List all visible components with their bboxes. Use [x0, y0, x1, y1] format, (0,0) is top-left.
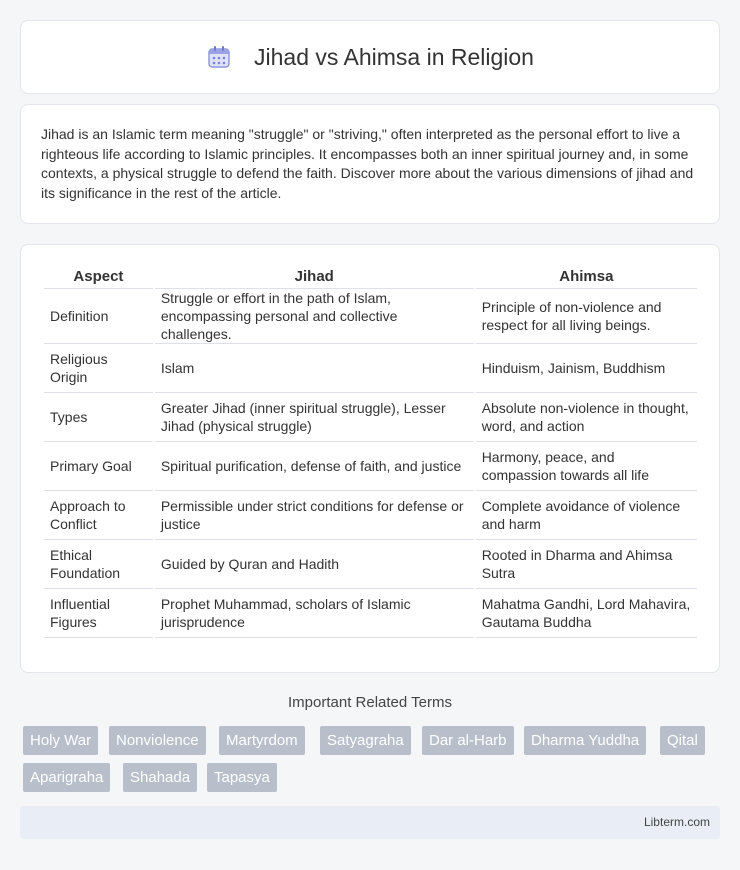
cell-jihad: Struggle or effort in the path of Islam, encompassing personal and collective challenges. — [155, 289, 474, 344]
comparison-card — [20, 244, 720, 673]
cell-jihad: Permissible under strict conditions for defense or justice — [155, 491, 474, 540]
tag-dharma-yuddha[interactable]: Dharma Yuddha — [524, 726, 646, 755]
footer — [20, 806, 720, 839]
tag-qital[interactable]: Qital — [660, 726, 705, 755]
page-title: Jihad vs Ahimsa in Religion — [254, 43, 534, 70]
tag-holy-war[interactable]: Holy War — [23, 726, 98, 755]
table-row — [44, 393, 697, 442]
table-row — [44, 289, 697, 344]
tag-tapasya[interactable]: Tapasya — [207, 763, 277, 792]
related-terms-heading: Important Related Terms — [288, 694, 452, 711]
comparison-table — [42, 265, 699, 638]
cell-aspect: Definition — [44, 289, 153, 344]
cell-ahimsa: Mahatma Gandhi, Lord Mahavira, Gautama Buddha — [476, 589, 697, 638]
table-header-row — [44, 265, 697, 289]
tag-shahada[interactable]: Shahada — [123, 763, 197, 792]
cell-aspect: Religious Origin — [44, 344, 153, 393]
cell-jihad: Islam — [155, 344, 474, 393]
table-row — [44, 589, 697, 638]
tag-nonviolence[interactable]: Nonviolence — [109, 726, 206, 755]
intro-text: Jihad is an Islamic term meaning "struggle" or "striving," often interpreted as the personal effort to live a righteous life according to Islamic principles. It encompasses both an inner spiritual journey and, in some contexts, a physical struggle to defend the faith. Discover more about the various dimensions of jihad and its significance in the rest of the article. — [41, 126, 694, 201]
cell-jihad: Prophet Muhammad, scholars of Islamic jurisprudence — [155, 589, 474, 638]
footer-site-link[interactable]: Libterm.com — [643, 815, 710, 829]
table-row — [44, 344, 697, 393]
cell-aspect: Types — [44, 393, 153, 442]
tag-martyrdom[interactable]: Martyrdom — [219, 726, 305, 755]
cell-ahimsa: Hinduism, Jainism, Buddhism — [476, 344, 697, 393]
cell-ahimsa: Rooted in Dharma and Ahimsa Sutra — [476, 540, 697, 589]
cell-aspect: Ethical Foundation — [44, 540, 153, 589]
cell-ahimsa: Principle of non-violence and respect for all living beings. — [476, 289, 697, 344]
table-row — [44, 540, 697, 589]
cell-ahimsa: Absolute non-violence in thought, word, and action — [476, 393, 697, 442]
table-row — [44, 491, 697, 540]
cell-jihad: Guided by Quran and Hadith — [155, 540, 474, 589]
cell-aspect: Influential Figures — [44, 589, 153, 638]
cell-jihad: Spiritual purification, defense of faith, and justice — [155, 442, 474, 491]
cell-aspect: Primary Goal — [44, 442, 153, 491]
cell-aspect: Approach to Conflict — [44, 491, 153, 540]
cell-ahimsa: Harmony, peace, and compassion towards all life — [476, 442, 697, 491]
intro-card — [20, 104, 720, 224]
header-jihad: Jihad — [155, 265, 474, 289]
tag-dar-al-harb[interactable]: Dar al-Harb — [422, 726, 514, 755]
table-row — [44, 442, 697, 491]
title-card — [20, 20, 720, 94]
tag-satyagraha[interactable]: Satyagraha — [320, 726, 411, 755]
cell-ahimsa: Complete avoidance of violence and harm — [476, 491, 697, 540]
cell-jihad: Greater Jihad (inner spiritual struggle), Lesser Jihad (physical struggle) — [155, 393, 474, 442]
tag-aparigraha[interactable]: Aparigraha — [23, 763, 110, 792]
calendar-icon — [206, 44, 232, 70]
header-aspect: Aspect — [44, 265, 153, 289]
header-ahimsa: Ahimsa — [476, 265, 697, 289]
